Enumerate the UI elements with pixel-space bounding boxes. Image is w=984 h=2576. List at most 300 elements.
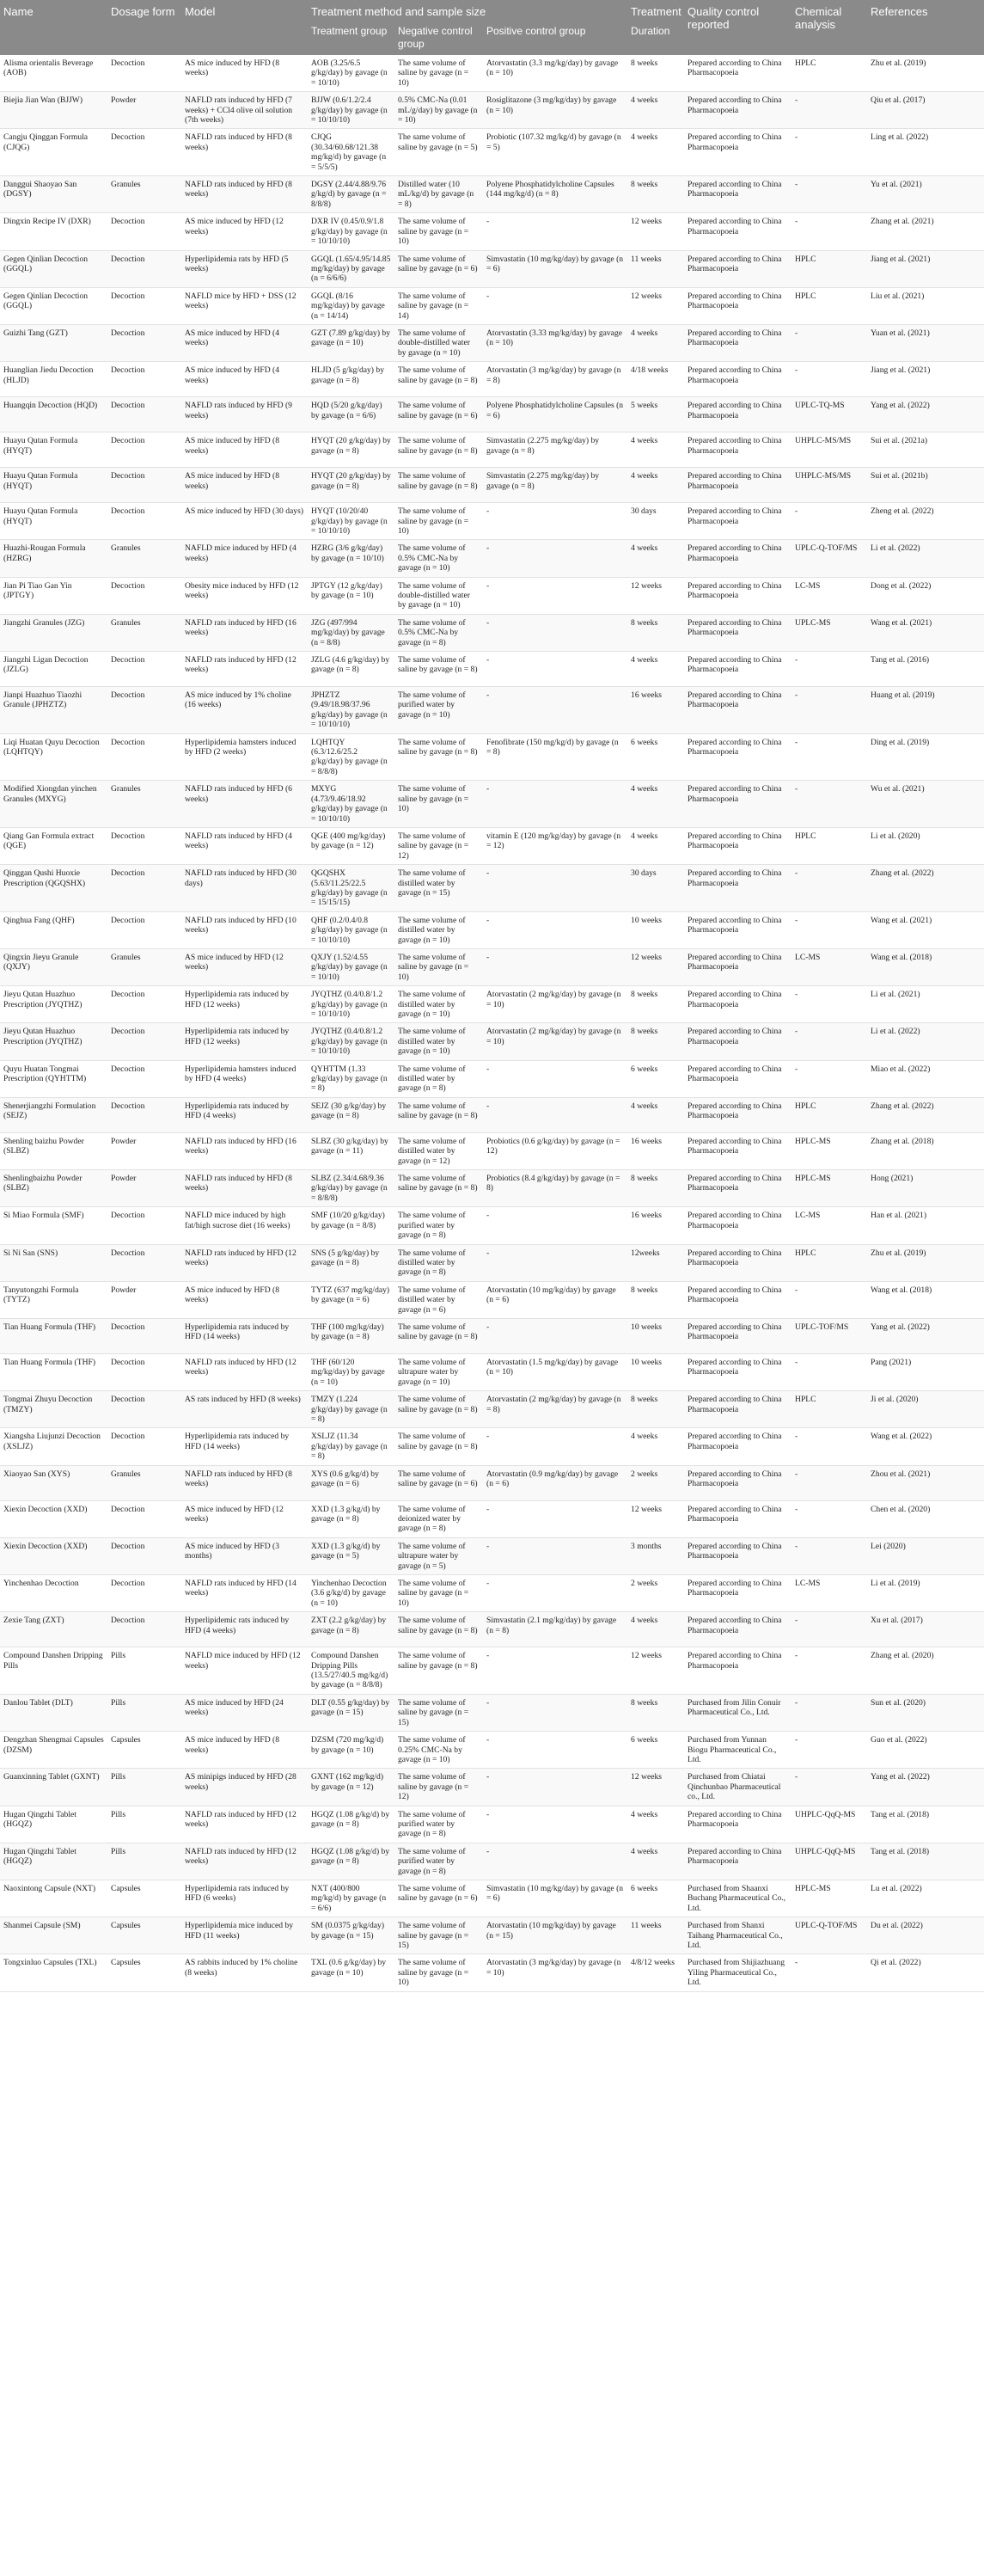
cell-name: Tongxinluo Capsules (TXL) [0,1954,107,1991]
cell-positive-control: Atorvastatin (10 mg/kg/day) by gavage (n = 6) [483,1281,627,1318]
cell-chemical-analysis: LC-MS [791,948,867,985]
cell-chemical-analysis: UHPLC-QqQ-MS [791,1843,867,1880]
header-treatment: Treatment [627,0,684,21]
cell-model: AS rats induced by HFD (8 weeks) [181,1391,308,1428]
cell-negative-control: The same volume of distilled water by gavage (n = 8) [394,1060,483,1097]
cell-positive-control: Atorvastatin (3.3 mg/kg/day) by gavage (n = 10) [483,55,627,92]
cell-name: Hugan Qingzhi Tablet (HGQZ) [0,1843,107,1880]
cell-name: Alisma orientalis Beverage (AOB) [0,55,107,92]
cell-name: Danlou Tablet (DLT) [0,1694,107,1731]
cell-treatment-group: JYQTHZ (0.4/0.8/1.2 g/kg/day) by gavage (n = 10/10/10) [308,986,394,1023]
cell-quality-control: Prepared according to China Pharmacopoeia [684,362,791,397]
cell-name: Guanxinning Tablet (GXNT) [0,1769,107,1806]
cell-model: AS rabbits induced by 1% choline (8 weeks) [181,1954,308,1991]
cell-chemical-analysis: - [791,1769,867,1806]
cell-reference: Ling et al. (2022) [867,129,984,176]
cell-chemical-analysis: UPLC-MS [791,614,867,651]
cell-duration: 6 weeks [627,1732,684,1769]
cell-model: AS mice induced by HFD (12 weeks) [181,213,308,250]
cell-treatment-group: DXR IV (0.45/0.9/1.8 g/kg/day) by gavage (n = 10/10/10) [308,213,394,250]
cell-negative-control: The same volume of saline by gavage (n = 8) [394,362,483,397]
cell-negative-control: The same volume of saline by gavage (n = 6) [394,1465,483,1500]
cell-name: Shenlingbaizhu Powder (SLBZ) [0,1170,107,1207]
cell-dosage-form: Decoction [107,986,181,1023]
table-row [0,1244,984,1281]
cell-dosage-form: Granules [107,781,181,828]
cell-quality-control: Prepared according to China Pharmacopoeia [684,911,791,948]
cell-positive-control: - [483,1500,627,1537]
cell-chemical-analysis: - [791,129,867,176]
cell-name: Qiang Gan Formula extract (QGE) [0,827,107,864]
cell-negative-control: The same volume of saline by gavage (n = 6) [394,250,483,287]
cell-negative-control: The same volume of distilled water by gavage (n = 15) [394,865,483,912]
table-row [0,362,984,397]
cell-treatment-group: SM (0.0375 g/kg/day) by gavage (n = 15) [308,1917,394,1954]
table-row [0,1023,984,1060]
cell-treatment-group: JPHZTZ (9.49/18.98/37.96 g/kg/day) by gavage (n = 10/10/10) [308,687,394,734]
cell-positive-control: Atorvastatin (0.9 mg/kg/day) by gavage (n = 6) [483,1465,627,1500]
cell-reference: Wang et al. (2021) [867,911,984,948]
cell-model: NAFLD rats induced by HFD (12 weeks) [181,1806,308,1843]
cell-reference: Zhu et al. (2019) [867,1244,984,1281]
cell-treatment-group: XYS (0.6 g/kg/d) by gavage (n = 6) [308,1465,394,1500]
cell-quality-control: Prepared according to China Pharmacopoeia [684,865,791,912]
cell-reference: Dong et al. (2022) [867,577,984,614]
cell-model: NAFLD rats induced by HFD (8 weeks) [181,129,308,176]
cell-dosage-form: Decoction [107,1537,181,1574]
cell-negative-control: The same volume of saline by gavage (n = 8) [394,652,483,687]
table-row [0,1170,984,1207]
cell-name: Shenerjiangzhi Formulation (SEJZ) [0,1097,107,1132]
cell-treatment-group: CJQG (30.34/60.68/121.38 mg/kg/d) by gavage (n = 5/5/5) [308,129,394,176]
cell-quality-control: Prepared according to China Pharmacopoeia [684,1575,791,1612]
cell-duration: 2 weeks [627,1575,684,1612]
cell-duration: 4 weeks [627,652,684,687]
table-row [0,911,984,948]
cell-dosage-form: Pills [107,1769,181,1806]
cell-duration: 12 weeks [627,1769,684,1806]
cell-name: Jieyu Qutan Huazhuo Prescription (JYQTHZ) [0,986,107,1023]
table-row [0,1281,984,1318]
cell-chemical-analysis: - [791,986,867,1023]
cell-model: NAFLD mice induced by HFD (4 weeks) [181,540,308,577]
cell-negative-control: Distilled water (10 mL/kg/d) by gavage (n = 8) [394,176,483,213]
cell-name: Xiaoyao San (XYS) [0,1465,107,1500]
cell-name: Quyu Huatan Tongmai Prescription (QYHTTM) [0,1060,107,1097]
cell-treatment-group: NXT (400/800 mg/kg/d) by gavage (n = 6/6) [308,1880,394,1917]
table-row [0,1060,984,1097]
cell-chemical-analysis: HPLC-MS [791,1132,867,1169]
cell-reference: Tang et al. (2018) [867,1806,984,1843]
cell-treatment-group: LQHTQY (6.3/12.6/25.2 g/kg/day) by gavage (n = 8/8/8) [308,733,394,781]
cell-negative-control: The same volume of saline by gavage (n = 10) [394,1954,483,1991]
cell-model: NAFLD rats induced by HFD (16 weeks) [181,614,308,651]
cell-negative-control: The same volume of saline by gavage (n = 8) [394,1612,483,1647]
cell-positive-control: - [483,287,627,324]
cell-duration: 30 days [627,865,684,912]
cell-positive-control: - [483,865,627,912]
cell-duration: 6 weeks [627,733,684,781]
cell-dosage-form: Powder [107,1170,181,1207]
cell-dosage-form: Decoction [107,1318,181,1353]
cell-model: Hyperlipidemic rats induced by HFD (4 weeks) [181,1612,308,1647]
cell-chemical-analysis: - [791,503,867,540]
cell-dosage-form: Pills [107,1647,181,1695]
cell-treatment-group: THF (60/120 mg/kg/day) by gavage (n = 10) [308,1353,394,1390]
cell-duration: 12 weeks [627,1647,684,1695]
cell-quality-control: Prepared according to China Pharmacopoeia [684,1391,791,1428]
cell-duration: 8 weeks [627,986,684,1023]
cell-reference: Yang et al. (2022) [867,397,984,432]
cell-reference: Tang et al. (2018) [867,1843,984,1880]
cell-quality-control: Prepared according to China Pharmacopoeia [684,827,791,864]
cell-duration: 6 weeks [627,1880,684,1917]
cell-chemical-analysis: - [791,1428,867,1465]
table-row [0,1318,984,1353]
cell-reference: Sui et al. (2021b) [867,468,984,503]
table-row [0,1537,984,1574]
table-body [0,55,984,1991]
cell-chemical-analysis: HPLC [791,1097,867,1132]
cell-duration: 10 weeks [627,1353,684,1390]
cell-dosage-form: Capsules [107,1954,181,1991]
cell-dosage-form: Decoction [107,1428,181,1465]
cell-negative-control: The same volume of saline by gavage (n = 8) [394,432,483,468]
cell-negative-control: The same volume of ultrapure water by gavage (n = 5) [394,1537,483,1574]
cell-name: Danggui Shaoyao San (DGSY) [0,176,107,213]
cell-reference: Li et al. (2022) [867,1023,984,1060]
cell-model: AS mice induced by HFD (3 months) [181,1537,308,1574]
cell-name: Guizhi Tang (GZT) [0,324,107,361]
table-row [0,1391,984,1428]
cell-reference: Liu et al. (2021) [867,287,984,324]
cell-treatment-group: HYQT (20 g/kg/day) by gavage (n = 8) [308,468,394,503]
cell-treatment-group: BJJW (0.6/1.2/2.4 g/kg/day) by gavage (n = 10/10/10) [308,92,394,129]
cell-negative-control: The same volume of saline by gavage (n = 8) [394,1647,483,1695]
header-duration: Duration [627,21,684,55]
cell-dosage-form: Decoction [107,503,181,540]
cell-positive-control: - [483,503,627,540]
cell-model: AS mice induced by HFD (24 weeks) [181,1694,308,1731]
cell-duration: 8 weeks [627,1023,684,1060]
cell-quality-control: Prepared according to China Pharmacopoeia [684,948,791,985]
cell-name: Qinghua Fang (QHF) [0,911,107,948]
cell-name: Jianpi Huazhuo Tiaozhi Granule (JPHZTZ) [0,687,107,734]
header-treatment-group: Treatment group [308,21,394,55]
cell-negative-control: The same volume of distilled water by gavage (n = 12) [394,1132,483,1169]
cell-name: Tanyutongzhi Formula (TYTZ) [0,1281,107,1318]
cell-treatment-group: SMF (10/20 g/kg/day) by gavage (n = 8/8) [308,1207,394,1244]
cell-positive-control: Simvastatin (10 mg/kg/day) by gavage (n = 6) [483,1880,627,1917]
cell-model: AS mice induced by HFD (12 weeks) [181,948,308,985]
cell-positive-control: - [483,1575,627,1612]
cell-treatment-group: HYQT (10/20/40 g/kg/day) by gavage (n = 10/10/10) [308,503,394,540]
cell-dosage-form: Granules [107,614,181,651]
cell-quality-control: Prepared according to China Pharmacopoeia [684,1244,791,1281]
table-row [0,687,984,734]
cell-chemical-analysis: - [791,687,867,734]
table-row [0,1647,984,1695]
cell-chemical-analysis: LC-MS [791,1575,867,1612]
cell-name: Huazhi-Rougan Formula (HZRG) [0,540,107,577]
cell-quality-control: Prepared according to China Pharmacopoeia [684,1318,791,1353]
cell-quality-control: Purchased from Shaanxi Buchang Pharmaceutical Co., Ltd. [684,1880,791,1917]
cell-name: Gegen Qinlian Decoction (GGQL) [0,250,107,287]
cell-negative-control: The same volume of saline by gavage (n = 8) [394,1097,483,1132]
cell-dosage-form: Capsules [107,1917,181,1954]
cell-dosage-form: Decoction [107,687,181,734]
cell-positive-control: Atorvastatin (3 mg/kg/day) by gavage (n = 10) [483,1954,627,1991]
cell-quality-control: Prepared according to China Pharmacopoeia [684,92,791,129]
cell-name: Jiangzhi Granules (JZG) [0,614,107,651]
header-chemical-analysis: Chemical analysis [791,0,867,55]
cell-chemical-analysis: - [791,1694,867,1731]
cell-chemical-analysis: UHPLC-MS/MS [791,432,867,468]
cell-reference: Li et al. (2022) [867,540,984,577]
cell-treatment-group: HGQZ (1.08 g/kg/d) by gavage (n = 8) [308,1843,394,1880]
table-row [0,129,984,176]
cell-quality-control: Prepared according to China Pharmacopoeia [684,733,791,781]
cell-chemical-analysis: HPLC-MS [791,1880,867,1917]
cell-reference: Zhang et al. (2022) [867,1097,984,1132]
cell-name: Dingxin Recipe IV (DXR) [0,213,107,250]
cell-name: Xiexin Decoction (XXD) [0,1500,107,1537]
cell-treatment-group: JZG (497/994 mg/kg/day) by gavage (n = 8/8) [308,614,394,651]
cell-model: NAFLD rats induced by HFD (8 weeks) [181,1170,308,1207]
cell-positive-control: Atorvastatin (3 mg/kg/day) by gavage (n = 8) [483,362,627,397]
cell-positive-control: Simvastatin (2.275 mg/kg/day) by gavage (n = 8) [483,468,627,503]
cell-dosage-form: Decoction [107,324,181,361]
cell-model: NAFLD mice induced by high fat/high sucrose diet (16 weeks) [181,1207,308,1244]
cell-duration: 4 weeks [627,324,684,361]
header-positive-control: Positive control group [483,21,627,55]
cell-treatment-group: GGQL (1.65/4.95/14.85 mg/kg/day) by gavage (n = 6/6/6) [308,250,394,287]
cell-positive-control: - [483,652,627,687]
cell-treatment-group: GGQL (8/16 mg/kg/day) by gavage (n = 14/14) [308,287,394,324]
cell-duration: 5 weeks [627,397,684,432]
cell-negative-control: The same volume of saline by gavage (n = 15) [394,1917,483,1954]
cell-duration: 16 weeks [627,687,684,734]
cell-model: NAFLD rats induced by HFD (14 weeks) [181,1575,308,1612]
cell-negative-control: The same volume of saline by gavage (n = 12) [394,827,483,864]
cell-dosage-form: Decoction [107,1023,181,1060]
table-row [0,1843,984,1880]
cell-reference: Sun et al. (2020) [867,1694,984,1731]
cell-model: NAFLD rats induced by HFD (7 weeks) + CCl4 olive oil solution (7th weeks) [181,92,308,129]
cell-positive-control: Probiotics (8.4 g/kg/day) by gavage (n = 8) [483,1170,627,1207]
cell-name: Shenling baizhu Powder (SLBZ) [0,1132,107,1169]
cell-reference: Yang et al. (2022) [867,1769,984,1806]
cell-duration: 4 weeks [627,781,684,828]
cell-dosage-form: Decoction [107,1612,181,1647]
cell-dosage-form: Decoction [107,1207,181,1244]
cell-name: Zexie Tang (ZXT) [0,1612,107,1647]
cell-chemical-analysis: - [791,1060,867,1097]
cell-dosage-form: Decoction [107,733,181,781]
cell-reference: Lu et al. (2022) [867,1880,984,1917]
cell-reference: Ji et al. (2020) [867,1391,984,1428]
cell-chemical-analysis: - [791,1353,867,1390]
cell-treatment-group: Yinchenhao Decoction (3.6 g/kg/d) by gavage (n = 10) [308,1575,394,1612]
cell-dosage-form: Granules [107,1465,181,1500]
cell-duration: 30 days [627,503,684,540]
cell-positive-control: - [483,1732,627,1769]
cell-chemical-analysis: - [791,865,867,912]
cell-chemical-analysis: UHPLC-QqQ-MS [791,1806,867,1843]
cell-treatment-group: JPTGY (12 g/kg/day) by gavage (n = 10) [308,577,394,614]
cell-positive-control: - [483,1060,627,1097]
cell-quality-control: Prepared according to China Pharmacopoeia [684,687,791,734]
cell-negative-control: The same volume of double-distilled water by gavage (n = 10) [394,577,483,614]
cell-duration: 4 weeks [627,1806,684,1843]
cell-treatment-group: GXNT (162 mg/kg/d) by gavage (n = 12) [308,1769,394,1806]
cell-negative-control: The same volume of saline by gavage (n = 10) [394,948,483,985]
cell-model: NAFLD rats induced by HFD (10 weeks) [181,911,308,948]
cell-positive-control: Atorvastatin (2 mg/kg/day) by gavage (n = 10) [483,986,627,1023]
cell-name: Si Miao Formula (SMF) [0,1207,107,1244]
cell-reference: Yu et al. (2021) [867,176,984,213]
cell-duration: 4/18 weeks [627,362,684,397]
cell-reference: Qi et al. (2022) [867,1954,984,1991]
cell-duration: 2 weeks [627,1465,684,1500]
cell-chemical-analysis: - [791,176,867,213]
cell-model: NAFLD rats induced by HFD (8 weeks) [181,1465,308,1500]
cell-quality-control: Prepared according to China Pharmacopoeia [684,1843,791,1880]
cell-model: AS mice induced by HFD (8 weeks) [181,468,308,503]
cell-quality-control: Prepared according to China Pharmacopoeia [684,1060,791,1097]
table-row [0,1880,984,1917]
table-row [0,176,984,213]
cell-quality-control: Prepared according to China Pharmacopoeia [684,1281,791,1318]
table-header [0,0,984,55]
cell-quality-control: Purchased from Yunnan Biogu Pharmaceutical Co., Ltd. [684,1732,791,1769]
cell-positive-control: Atorvastatin (2 mg/kg/day) by gavage (n = 10) [483,1023,627,1060]
cell-quality-control: Prepared according to China Pharmacopoeia [684,503,791,540]
cell-name: Hugan Qingzhi Tablet (HGQZ) [0,1806,107,1843]
cell-duration: 4 weeks [627,1428,684,1465]
header-negative-control: Negative control group [394,21,483,55]
cell-duration: 12 weeks [627,948,684,985]
cell-quality-control: Prepared according to China Pharmacopoeia [684,986,791,1023]
cell-reference: Jiang et al. (2021) [867,250,984,287]
cell-negative-control: The same volume of 0.5% CMC-Na by gavage (n = 10) [394,540,483,577]
cell-model: NAFLD rats induced by HFD (30 days) [181,865,308,912]
cell-dosage-form: Powder [107,92,181,129]
cell-chemical-analysis: - [791,1732,867,1769]
cell-dosage-form: Granules [107,540,181,577]
cell-name: Modified Xiongdan yinchen Granules (MXYG) [0,781,107,828]
cell-duration: 12 weeks [627,213,684,250]
cell-model: NAFLD rats induced by HFD (12 weeks) [181,1353,308,1390]
cell-positive-control: Fenofibrate (150 mg/kg/d) by gavage (n = 8) [483,733,627,781]
cell-dosage-form: Decoction [107,652,181,687]
cell-quality-control: Purchased from Shanxi Taihang Pharmaceutical Co., Ltd. [684,1917,791,1954]
table-row [0,614,984,651]
cell-reference: Zhou et al. (2021) [867,1465,984,1500]
cell-quality-control: Prepared according to China Pharmacopoeia [684,1097,791,1132]
header-references: References [867,0,984,55]
cell-quality-control: Prepared according to China Pharmacopoeia [684,781,791,828]
cell-treatment-group: QYHTTM (1.33 g/kg/day) by gavage (n = 8) [308,1060,394,1097]
table-row [0,92,984,129]
cell-reference: Lei (2020) [867,1537,984,1574]
cell-model: Hyperlipidemia rats induced by HFD (14 weeks) [181,1318,308,1353]
table-row [0,1465,984,1500]
cell-model: NAFLD rats induced by HFD (9 weeks) [181,397,308,432]
cell-reference: Wang et al. (2018) [867,1281,984,1318]
cell-chemical-analysis: UPLC-TQ-MS [791,397,867,432]
cell-quality-control: Prepared according to China Pharmacopoeia [684,55,791,92]
cell-positive-control: - [483,213,627,250]
cell-treatment-group: Compound Danshen Dripping Pills (13.5/27/40.5 mg/kg/d) by gavage (n = 8/8/8) [308,1647,394,1695]
cell-name: Tian Huang Formula (THF) [0,1353,107,1390]
cell-dosage-form: Decoction [107,1353,181,1390]
cell-chemical-analysis: HPLC [791,1244,867,1281]
cell-model: AS mice induced by 1% choline (16 weeks) [181,687,308,734]
cell-name: Xiangsha Liujunzi Decoction (XSLJZ) [0,1428,107,1465]
cell-negative-control: The same volume of deionized water by gavage (n = 8) [394,1500,483,1537]
cell-chemical-analysis: - [791,781,867,828]
cell-negative-control: The same volume of saline by gavage (n = 15) [394,1694,483,1731]
cell-reference: Zhang et al. (2020) [867,1647,984,1695]
cell-duration: 8 weeks [627,1281,684,1318]
table-row [0,1917,984,1954]
cell-negative-control: The same volume of saline by gavage (n = 10) [394,213,483,250]
cell-treatment-group: HLJD (5 g/kg/day) by gavage (n = 8) [308,362,394,397]
cell-reference: Hong (2021) [867,1170,984,1207]
cell-name: Qingxin Jieyu Granule (QXJY) [0,948,107,985]
cell-reference: Xu et al. (2017) [867,1612,984,1647]
cell-chemical-analysis: - [791,362,867,397]
cell-quality-control: Prepared according to China Pharmacopoeia [684,1537,791,1574]
cell-dosage-form: Powder [107,1132,181,1169]
cell-negative-control: The same volume of purified water by gavage (n = 8) [394,1207,483,1244]
cell-positive-control: - [483,1769,627,1806]
table-row [0,503,984,540]
cell-name: Tian Huang Formula (THF) [0,1318,107,1353]
cell-negative-control: The same volume of saline by gavage (n = 8) [394,1170,483,1207]
cell-name: Compound Danshen Dripping Pills [0,1647,107,1695]
cell-dosage-form: Granules [107,948,181,985]
cell-reference: Han et al. (2021) [867,1207,984,1244]
table-row [0,1612,984,1647]
cell-chemical-analysis: - [791,733,867,781]
cell-treatment-group: GZT (7.89 g/kg/day) by gavage (n = 10) [308,324,394,361]
cell-quality-control: Prepared according to China Pharmacopoeia [684,432,791,468]
cell-treatment-group: DZSM (720 mg/kg/d) by gavage (n = 10) [308,1732,394,1769]
cell-quality-control: Prepared according to China Pharmacopoeia [684,1806,791,1843]
cell-positive-control: Probiotics (0.6 g/kg/day) by gavage (n = 12) [483,1132,627,1169]
cell-duration: 16 weeks [627,1132,684,1169]
cell-treatment-group: TMZY (1.224 g/kg/day) by gavage (n = 8) [308,1391,394,1428]
cell-dosage-form: Decoction [107,55,181,92]
cell-negative-control: The same volume of distilled water by gavage (n = 10) [394,986,483,1023]
cell-duration: 4 weeks [627,1843,684,1880]
cell-duration: 12 weeks [627,1500,684,1537]
cell-treatment-group: XSLJZ (11.34 g/kg/day) by gavage (n = 8) [308,1428,394,1465]
cell-positive-control: Rosiglitazone (3 mg/kg/day) by gavage (n = 10) [483,92,627,129]
cell-model: AS mice induced by HFD (8 weeks) [181,55,308,92]
cell-positive-control: - [483,1244,627,1281]
cell-model: Hyperlipidemia mice induced by HFD (11 weeks) [181,1917,308,1954]
header-quality-control: Quality control reported [684,0,791,55]
cell-chemical-analysis: UPLC-TOF/MS [791,1318,867,1353]
cell-reference: Zhang et al. (2022) [867,865,984,912]
cell-duration: 4 weeks [627,432,684,468]
cell-name: Tongmai Zhuyu Decoction (TMZY) [0,1391,107,1428]
cell-name: Naoxintong Capsule (NXT) [0,1880,107,1917]
cell-reference: Jiang et al. (2021) [867,362,984,397]
